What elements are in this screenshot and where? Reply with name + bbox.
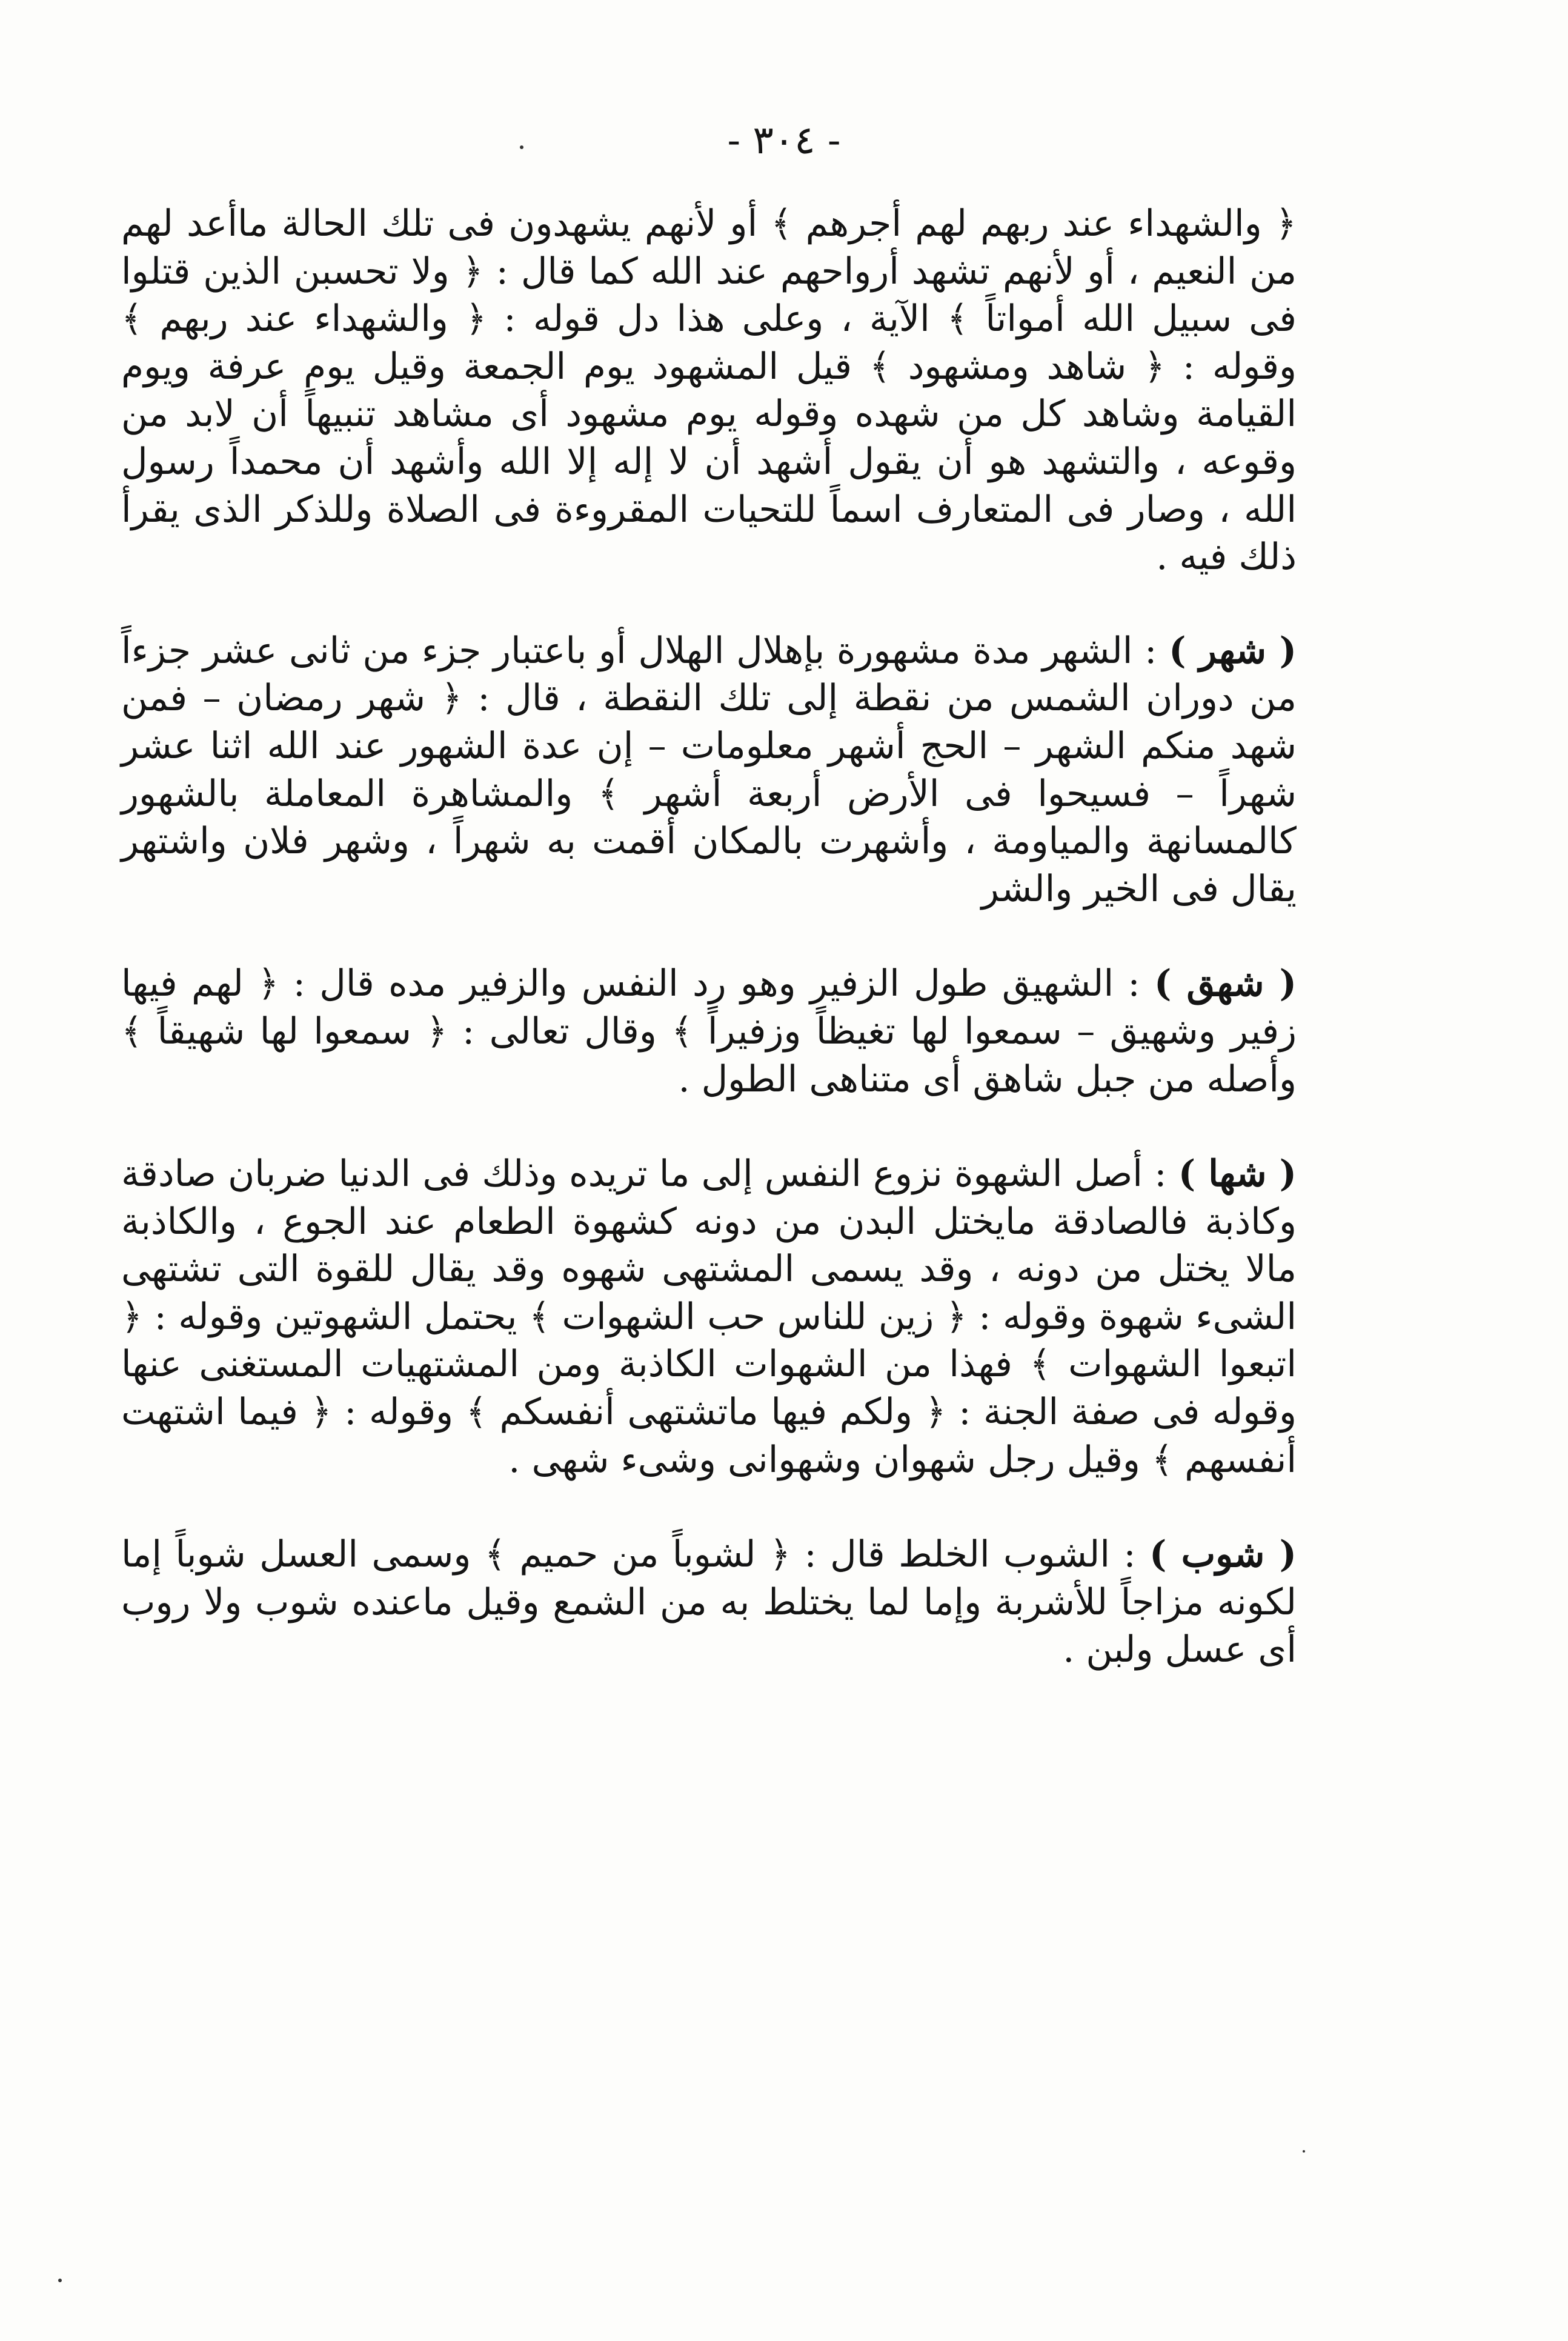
entry-text: : الشوب الخلط قال : ﴿ لشوباً من حميم ﴾ وسمى العسل شوباً إما لكونه مزاجاً للأشربة وإما لما يختلط به من الشمع وقيل ماعنده شوب ولا روب أى عسل ولبن . (121, 1533, 1297, 1671)
entry-shahiq (121, 960, 1297, 1103)
entry-heading: ( شهر ) (1169, 629, 1297, 672)
entry-heading: ( شوب ) (1149, 1533, 1297, 1576)
entry-text: : الشهر مدة مشهورة بإهلال الهلال أو باعتبار جزء من ثانى عشر جزءاً من دوران الشمس من نقطة إلى تلك النقطة ، قال : ﴿ شهر رمضان – فمن شهد منكم الشهر – الحج أشهر معلومات – إن عدة الشهور عند الله اثنا عشر شهراً – فسيحوا فى الأرض أربعة أشهر ﴾ والمشاهرة المعاملة بالشهور كالمسانهة والمياومة ، وأشهرت بالمكان أقمت به شهراً ، وشهر فلان واشتهر يقال فى الخير والشر (121, 629, 1297, 910)
paragraph-continuation (121, 200, 1297, 581)
paragraph-text: ﴿ والشهداء عند ربهم لهم أجرهم ﴾ أو لأنهم يشهدون فى تلك الحالة ماأعد لهم من النعيم ، أو لأنهم تشهد أرواحهم عند الله كما قال : ﴿ ولا تحسبن الذين قتلوا فى سبيل الله أمواتاً ﴾ الآية ، وعلى هذا دل قوله : ﴿ والشهداء عند ربهم ﴾ وقوله : ﴿ شاهد ومشهود ﴾ قيل المشهود يوم الجمعة وقيل يوم عرفة ويوم القيامة وشاهد كل من شهده وقوله يوم مشهود أى مشاهد تنبيهاً أن لابد من وقوعه ، والتشهد هو أن يقول أشهد أن لا إله إلا الله وأشهد أن محمداً رسول الله ، وصار فى المتعارف اسماً للتحيات المقروءة فى الصلاة وللذكر الذى يقرأ ذلك فيه . (121, 202, 1297, 579)
entry-text: : أصل الشهوة نزوع النفس إلى ما تريده وذلك فى الدنيا ضربان صادقة وكاذبة فالصادقة مايختل البدن من دونه كشهوة الطعام عند الجوع ، والكاذبة مالا يختل من دونه ، وقد يسمى المشتهى شهوه وقد يقال للقوة التى تشتهى الشىء شهوة وقوله : ﴿ زين للناس حب الشهوات ﴾ يحتمل الشهوتين وقوله : ﴿ اتبعوا الشهوات ﴾ فهذا من الشهوات الكاذبة ومن المشتهيات المستغنى عنها وقوله فى صفة الجنة : ﴿ ولكم فيها ماتشتهى أنفسكم ﴾ وقوله : ﴿ فيما اشتهت أنفسهم ﴾ وقيل رجل شهوان وشهوانى وشىء شهى . (121, 1153, 1297, 1481)
entry-shahwa (121, 1150, 1297, 1484)
entry-shawb (121, 1531, 1297, 1674)
page-number: - ٣٠٤ - (727, 118, 841, 163)
entry-shahr (121, 627, 1297, 913)
scan-speck (520, 145, 523, 149)
entry-text: : الشهيق طول الزفير وهو رد النفس والزفير مده قال : ﴿ لهم فيها زفير وشهيق – سمعوا لها تغيظاً وزفيراً ﴾ وقال تعالى : ﴿ سمعوا لها شهيقاً ﴾ وأصله من جبل شاهق أى متناهى الطول . (121, 962, 1297, 1101)
entry-heading: ( شهق ) (1154, 962, 1297, 1005)
scan-speck (58, 2279, 62, 2282)
page-body (121, 200, 1297, 1721)
scan-speck (1303, 2150, 1305, 2153)
entry-heading: ( شها ) (1178, 1153, 1297, 1196)
